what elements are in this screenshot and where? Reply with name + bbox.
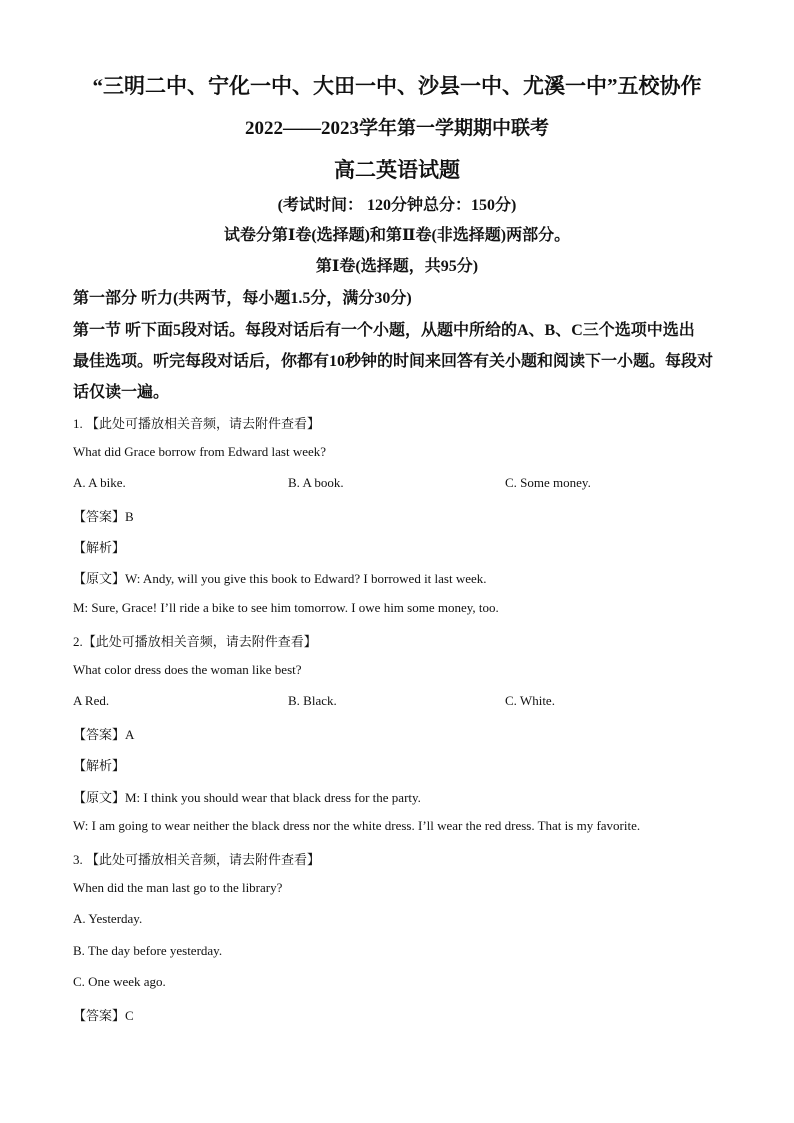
question-2-label[interactable]: 2.【此处可播放相关音频，请去附件查看】 — [73, 634, 317, 649]
question-3-option-a: A. Yesterday. — [73, 911, 143, 926]
title-term: 2022——2023学年第一学期期中联考 — [244, 118, 549, 139]
question-3-answer: 【答案】C — [73, 1008, 134, 1023]
volume-one-heading: 第Ⅰ卷(选择题，共95分) — [315, 258, 479, 275]
title-schools: “三明二中、宁化一中、大田一中、沙县一中、尤溪一中”五校协作 — [92, 74, 702, 98]
question-3-text: When did the man last go to the library? — [73, 880, 283, 895]
question-2-analysis: 【解析】 — [73, 758, 126, 773]
question-2-option-a: A Red. — [73, 693, 110, 708]
question-1-text: What did Grace borrow from Edward last week? — [73, 444, 327, 459]
question-2-transcript-1: 【原文】M: I think you should wear that black dress for the party. — [73, 790, 421, 805]
question-2-answer: 【答案】A — [73, 727, 135, 742]
question-2-option-b: B. Black. — [288, 693, 337, 708]
section-one-instructions-1: 第一节 听下面5段对话。每段对话后有一个小题，从题中所给的A、B、C三个选项中选出 — [73, 322, 695, 339]
question-2-transcript-2: W: I am going to wear neither the black dress nor the white dress. I’ll wear the red dress. That is my favorite. — [73, 818, 641, 833]
question-2-option-c: C. White. — [505, 693, 555, 708]
part-one-title: 第一部分 听力(共两节，每小题1.5分，满分30分) — [73, 290, 412, 307]
section-one-instructions-2: 最佳选项。听完每段对话后，你都有10秒钟的时间来回答有关小题和阅读下一小题。每段对 — [73, 353, 714, 370]
question-1-transcript-2: M: Sure, Grace! I’ll ride a bike to see him tomorrow. I owe him some money, too. — [73, 600, 499, 615]
paper-structure: 试卷分第Ⅰ卷(选择题)和第Ⅱ卷(非选择题)两部分。 — [223, 227, 571, 244]
question-1-transcript-1: 【原文】W: Andy, will you give this book to Edward? I borrowed it last week. — [73, 571, 487, 586]
question-1-analysis: 【解析】 — [73, 540, 126, 555]
question-3-option-b: B. The day before yesterday. — [73, 943, 223, 958]
section-one-instructions-3: 话仅读一遍。 — [73, 384, 170, 401]
question-2-text: What color dress does the woman like best? — [73, 662, 302, 677]
question-1-option-c: C. Some money. — [505, 475, 591, 490]
exam-info: (考试时间： 120分钟总分：150分) — [277, 197, 517, 214]
question-3-option-c: C. One week ago. — [73, 974, 166, 989]
title-subject: 高二英语试题 — [334, 158, 460, 182]
question-1-label[interactable]: 1. 【此处可播放相关音频，请去附件查看】 — [73, 416, 321, 431]
question-1-option-b: B. A book. — [288, 475, 344, 490]
question-1-option-a: A. A bike. — [73, 475, 126, 490]
question-1-answer: 【答案】B — [73, 509, 134, 524]
question-3-label[interactable]: 3. 【此处可播放相关音频，请去附件查看】 — [73, 852, 321, 867]
